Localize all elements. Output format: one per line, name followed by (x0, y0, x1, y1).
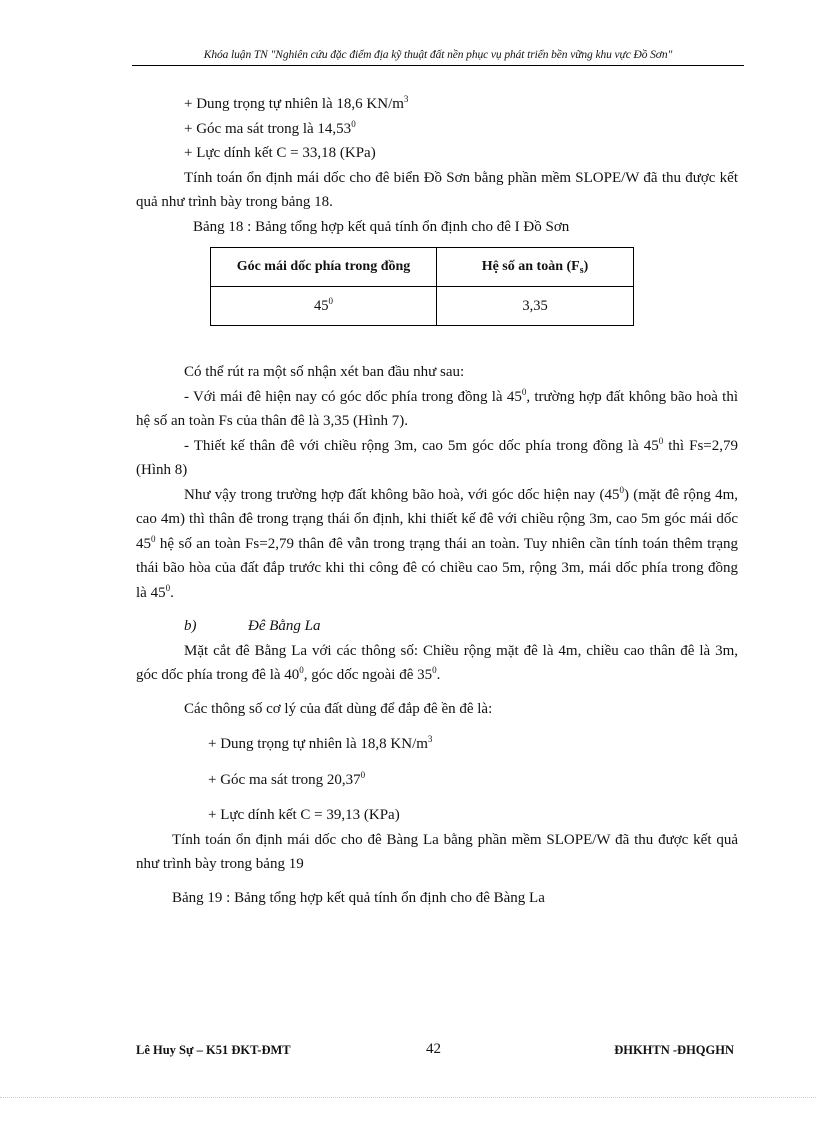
soil-prop-unit-weight: + Dung trọng tự nhiên là 18,6 $KN/m^3$ (184, 94, 409, 112)
remarks-intro: Có thể rút ra một số nhận xét ban đầu như sau: (184, 364, 465, 380)
remark-2: - Thiết kế thân đê với chiều rộng 3m, cao 5m góc dốc phía trong đồng là $45^0$ thì Fs=2,79 (Hình 8) (136, 435, 738, 478)
table-18 (210, 247, 634, 326)
soil-prop-cohesion-2: + Lực dính kết C = 39,13 (KPa) (208, 807, 400, 823)
page-footer (136, 1043, 738, 1061)
soil-prop-cohesion: + Lực dính kết C = 33,18 (KPa) (184, 145, 376, 161)
soil-prop-friction-angle: + Góc ma sát trong là 14,53$^0$ (184, 118, 356, 137)
soil-prop-friction-angle-2: + Góc ma sát trong 20,37$^0$ (208, 769, 366, 788)
remark-1: - Với mái đê hiện nay có góc dốc phía trong đồng là $45^0$, trường hợp đất không bão hoà thì hệ số an toàn Fs của thân đê là 3,35 (Hình 7). (136, 386, 739, 429)
table-header-angle: Góc mái dốc phía trong đồng (211, 248, 437, 287)
table-header-row (211, 248, 634, 287)
table-cell-angle: $45^0$ (211, 287, 437, 326)
table-19-caption: Bảng 19 : Bảng tổng hợp kết quả tính ổn định cho đê Bàng La (172, 889, 545, 906)
paragraph-bang-la-calc: Tính toán ổn định mái dốc cho đê Bàng La bằng phần mềm SLOPE/W đã thu được kết quả như trình bày trong bảng 19 (136, 831, 738, 872)
table-18-caption: Bảng 18 : Bảng tổng hợp kết quả tính ổn định cho đê I Đồ Sơn (193, 218, 570, 235)
footer-organization: ĐHKHTN -ĐHQGHN (614, 1043, 734, 1057)
running-header (132, 47, 744, 66)
page-body (136, 92, 738, 910)
table-header-fs: Hệ số an toàn $(F_s)$ (437, 248, 634, 287)
footer-author: Lê Huy Sự – K51 ĐKT-ĐMT (136, 1043, 291, 1057)
paragraph-bang-la-section: Mặt cắt đê Bằng La với các thông số: Chiều rộng mặt đê là 4m, chiều cao thân đê là 3m, góc dốc phía trong đê là $40^0$, góc dốc ngoài đê $35^0$. (136, 642, 738, 683)
props-intro: Các thông số cơ lý của đất dùng để đắp đê ền đê là: (184, 700, 493, 717)
section-heading-bang-la: b) Đê Bằng La (184, 618, 321, 634)
bottom-divider (0, 1097, 816, 1098)
table-row (211, 287, 634, 326)
soil-prop-unit-weight-2: + Dung trọng tự nhiên là 18,8 $KN/m^3$ (208, 734, 433, 752)
paragraph-slope-calc: Tính toán ổn định mái dốc cho đê biển Đồ Sơn bằng phần mềm SLOPE/W đã thu được kết quả như trình bày trong bảng 18. (136, 169, 738, 210)
table-cell-fs: 3,35 (437, 287, 634, 326)
header-title: Khóa luận TN "Nghiên cứu đặc điểm địa kỹ thuật đất nền phục vụ phát triển bền vững khu vực Đồ Sơn" (203, 49, 673, 61)
page-number: 42 (426, 1041, 441, 1057)
paragraph-conclusion: Như vậy trong trường hợp đất không bão hoà, với góc dốc hiện nay $(45^0)$ (mặt đê rộng 4m, cao 4m) thì thân đê trong trạng thái ổn định, khi thiết kế đê với chiều rộng 3m, cao 5m góc mái dốc $45^0$ hệ số an toàn Fs=2,79 thân đê vẫn trong trạng thái an toàn. Tuy nhiên cần tính toán thêm trạng thái bão hòa của đất đắp trước khi thi công đê có chiều cao 5m, rộng 3m, mái dốc phía trong đồng là $45^0$. (136, 484, 738, 601)
